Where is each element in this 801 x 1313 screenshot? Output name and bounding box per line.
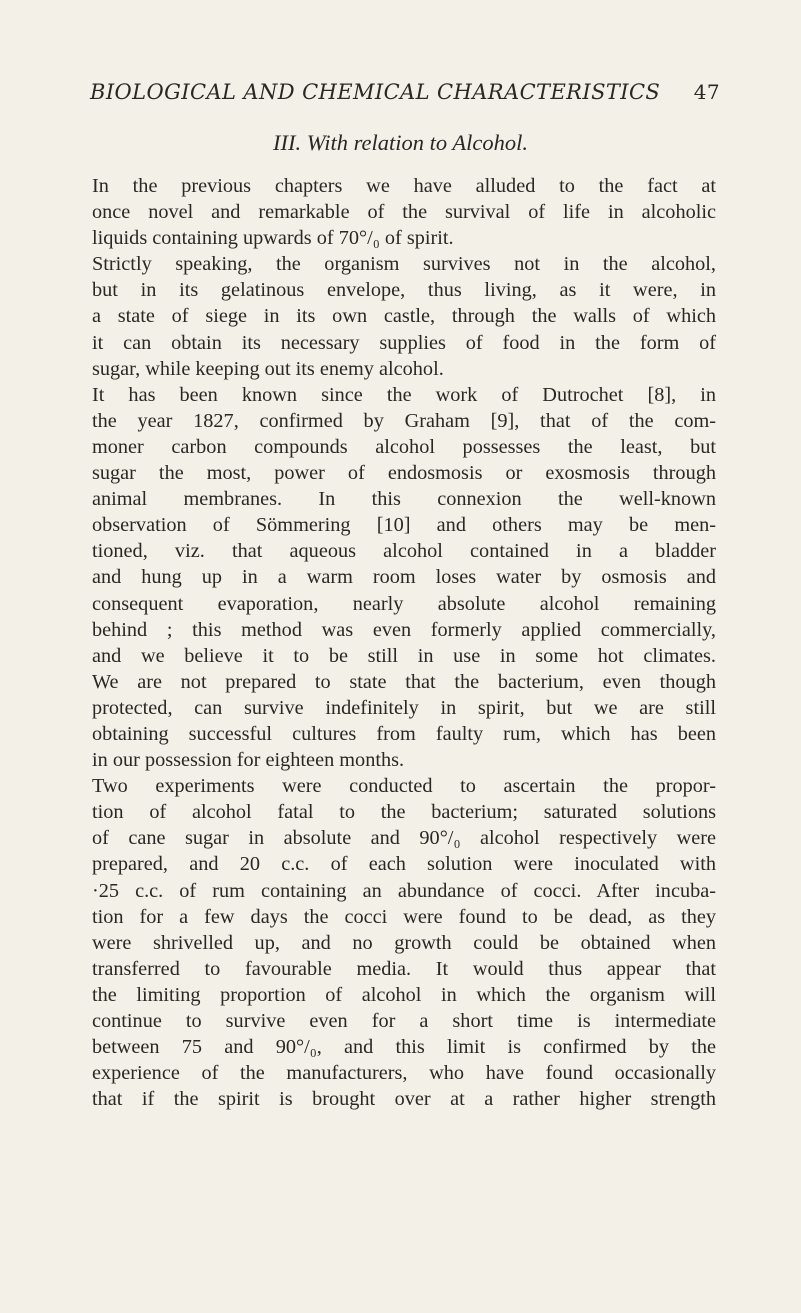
text-line: sugar, while keeping out its enemy alcohol. <box>92 357 444 380</box>
text-line: the year 1827, confirmed by Graham [9], that of the com- <box>92 409 716 432</box>
text-line: tion for a few days the cocci were found to be dead, as they <box>92 905 716 928</box>
body-text <box>92 173 716 1112</box>
text-line: tion of alcohol fatal to the bacterium; saturated solutions <box>92 801 716 824</box>
text-line: Two experiments were conducted to ascertain the propor- <box>92 775 716 798</box>
text-line: moner carbon compounds alcohol possesses the least, but <box>92 435 716 458</box>
text-line: obtaining successful cultures from faulty rum, which has been <box>92 722 716 745</box>
text-line: In the previous chapters we have alluded to the fact at <box>92 175 716 197</box>
text-line: It has been known since the work of Dutrochet [8], in <box>92 383 716 406</box>
text-line: between 75 and 90°/₀, and this limit is confirmed by the <box>92 1036 716 1059</box>
running-head <box>90 80 720 110</box>
text-line: Strictly speaking, the organism survives not in the alcohol, <box>92 253 716 276</box>
text-line: liquids containing upwards of 70°/₀ of spirit. <box>92 227 454 250</box>
running-title: BIOLOGICAL AND CHEMICAL CHARACTERISTICS <box>90 80 661 104</box>
text-line: observation of Sömmering [10] and others may be men- <box>92 514 716 537</box>
text-line: ·25 c.c. of rum containing an abundance of cocci. After incuba- <box>92 879 716 902</box>
text-line: and hung up in a warm room loses water by osmosis and <box>92 566 716 589</box>
text-line: consequent evaporation, nearly absolute alcohol remaining <box>92 592 716 615</box>
section-heading: III. With relation to Alcohol. <box>273 130 528 155</box>
text-line: but in its gelatinous envelope, thus living, as it were, in <box>92 279 716 302</box>
text-line: prepared, and 20 c.c. of each solution were inoculated with <box>92 853 716 876</box>
text-line: tioned, viz. that aqueous alcohol contained in a bladder <box>92 540 716 563</box>
text-line: of cane sugar in absolute and 90°/₀ alcohol respectively were <box>92 827 716 850</box>
text-line: the limiting proportion of alcohol in which the organism will <box>92 983 716 1006</box>
text-line: it can obtain its necessary supplies of food in the form of <box>92 331 716 354</box>
text-line: continue to survive even for a short time is intermediate <box>92 1010 716 1032</box>
text-line: were shrivelled up, and no growth could be obtained when <box>92 931 716 954</box>
page-number: 47 <box>693 80 720 104</box>
text-line: We are not prepared to state that the bacterium, even though <box>92 670 716 693</box>
text-line: behind ; this method was even formerly applied commercially, <box>92 618 716 641</box>
text-line: in our possession for eighteen months. <box>92 749 405 772</box>
text-line: experience of the manufacturers, who have found occasionally <box>92 1062 716 1085</box>
text-line: protected, can survive indefinitely in spirit, but we are still <box>92 696 716 719</box>
text-line: and we believe it to be still in use in some hot climates. <box>92 644 716 667</box>
text-line: a state of siege in its own castle, through the walls of which <box>92 305 716 328</box>
text-line: sugar the most, power of endosmosis or exosmosis through <box>92 462 716 485</box>
text-line: that if the spirit is brought over at a rather higher strength <box>92 1088 716 1111</box>
text-line: animal membranes. In this connexion the well-known <box>92 488 716 511</box>
text-line: once novel and remarkable of the survival of life in alcoholic <box>92 201 716 224</box>
text-line: transferred to favourable media. It would thus appear that <box>92 957 716 980</box>
